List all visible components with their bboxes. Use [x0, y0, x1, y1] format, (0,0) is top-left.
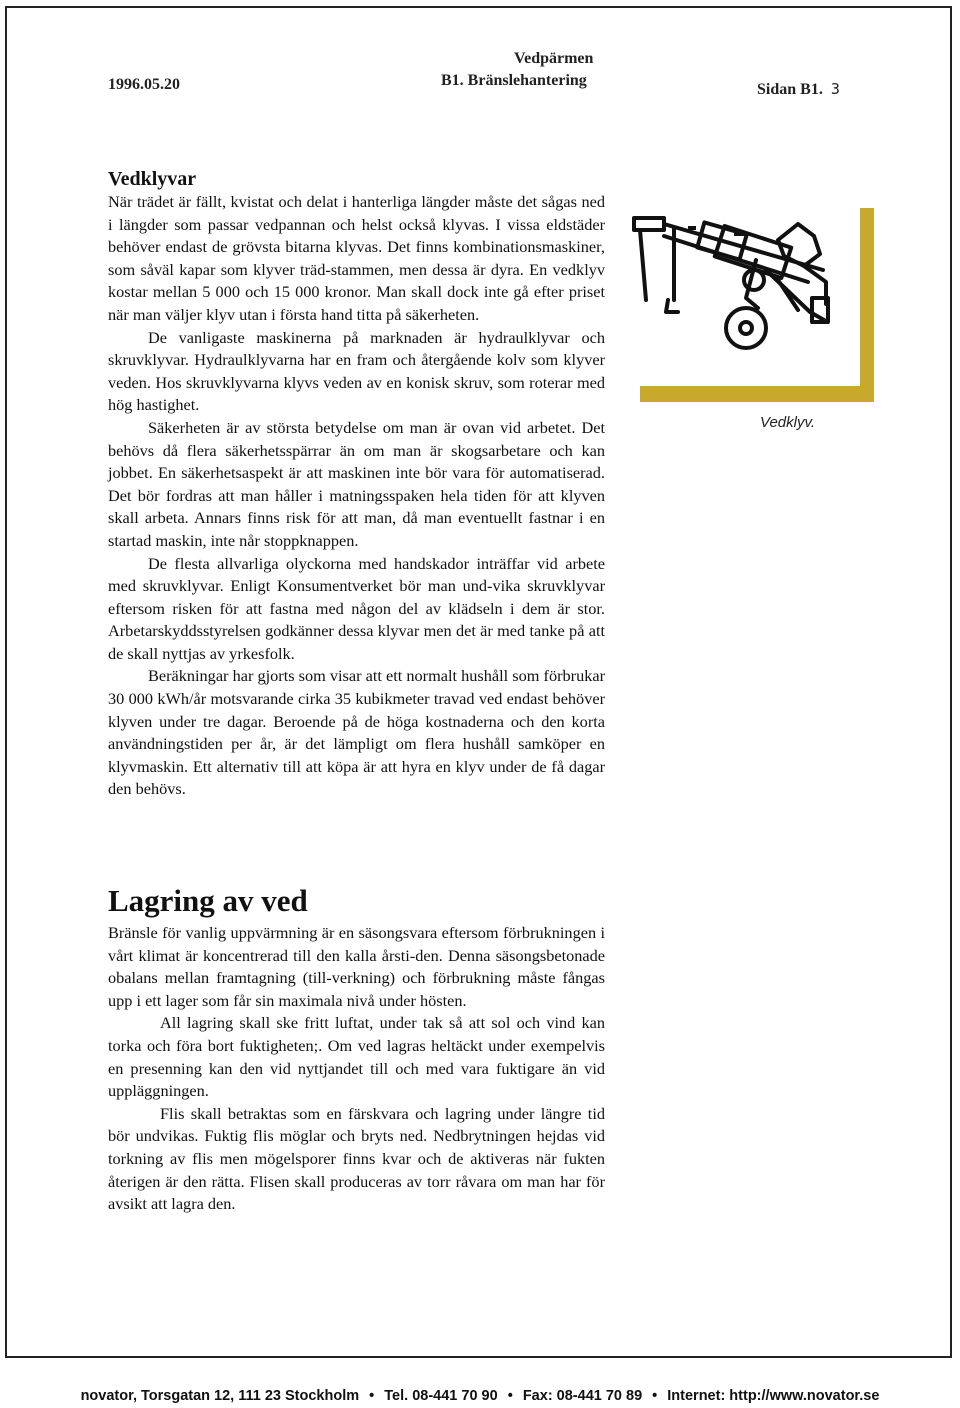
section-heading-vedklyvar: Vedklyvar: [108, 168, 197, 190]
page-footer: [0, 1388, 960, 1404]
header-page: [757, 80, 840, 99]
footer-internet-link[interactable]: Internet: http://www.novator.se: [667, 1388, 880, 1404]
log-splitter-illustration: [628, 200, 860, 386]
header-date: 1996.05.20: [108, 76, 180, 93]
figure-vedklyv: [628, 200, 874, 402]
paragraph: All lagring skall ske fritt luftat, under tak så att sol och vind kan torka och föra bort fuktigheten;. Om ved lagras heltäckt under exempelvis en presenning kan den vid nyttjandet till och med vara fuktigare än vid uppläggningen.: [108, 1013, 605, 1101]
footer-phone: Tel. 08-441 70 90: [384, 1388, 498, 1404]
page-label: Sidan B1.: [757, 81, 823, 98]
section-heading-lagring: Lagring av ved: [108, 883, 308, 918]
footer-separator: •: [507, 1388, 513, 1404]
figure-image: [628, 200, 860, 386]
footer-fax: Fax: 08-441 70 89: [522, 1388, 643, 1404]
section-vedklyvar: [108, 167, 605, 801]
paragraph: Flis skall betraktas som en färskvara och lagring under längre tid bör undvikas. Fuktig flis möglar och bryts ned. Nedbrytningen hejdas vid torkning av flis men mögelsporer finns kvar och de aktiveras när fukten återigen är den rätta. Flisen skall produceras av torr råvara om man har för avsikt att lagra den.: [108, 1103, 605, 1214]
paragraph: När trädet är fällt, kvistat och delat i hanterliga längder måste det sågas ned i längder som passar vedpannan och helst också klyvas. I vissa eldstäder behöver endast de grövsta bitarna klyvas. Det finns kombinationsmaskiner, som såväl kapar som klyver träd-stammen, men dessa är dyra. En vedklyv kostar mellan 5 000 och 15 000 kronor. Man skall dock inte gå efter priset när man väljer klyv utan i första hand titta på säkerheten.: [108, 192, 605, 324]
header-subtitle: B1. Bränslehantering: [441, 72, 587, 89]
paragraph: Bränsle för vanlig uppvärmning är en säsongsvara eftersom förbrukningen i vårt klimat är koncentrerad till den kalla årsti-den. Denna säsongsbetonade obalans mellan framtagning (till-verkning) och förbrukning måste fångas upp i ett lager som får sin maximala nivå under hösten.: [108, 923, 605, 1010]
paragraph: Säkerheten är av största betydelse om man är ovan vid arbetet. Det behövs då flera säkerhetsspärrar än om man är skogsarbetare och kan jobbet. En säkerhetsaspekt är att maskinen inte bör vara för automatiserad. Det bör fordras att man håller i matningsspaken hela tiden för att klyven skall arbeta. Annars finns risk för att man, då man eventuellt fastnar i en startad maskin, inte når stoppknappen.: [108, 417, 605, 550]
header-title: Vedpärmen: [514, 50, 594, 67]
paragraph: Beräkningar har gjorts som visar att ett normalt hushåll som förbrukar 30 000 kWh/år motsvarande cirka 35 kubikmeter travad ved endast behöver klyven under tre dagar. Beroende på de höga kostnaderna och den korta användningstiden per år, är det lämpligt om flera hushåll samköper en klyvmaskin. Ett alternativ till att köpa är att hyra en klyv under de få dagar den behövs.: [108, 666, 605, 799]
page-number: 3: [830, 80, 840, 98]
footer-company: novator, Torsgatan 12, 111 23 Stockholm: [80, 1388, 360, 1404]
paragraph: De flesta allvarliga olyckorna med handskador inträffar vid arbete med skruvklyvar. Enligt Konsumentverket bör man und-vika skruvklyvar eftersom risken för att fastna med någon del av klädseln i dem är stor. Arbetarskyddsstyrelsen godkänner dessa klyvar men det är med tanke på att de skall nyttjas av yrkesfolk.: [108, 553, 605, 663]
section-lagring: [108, 884, 605, 1216]
footer-separator: •: [652, 1388, 658, 1404]
figure-caption: Vedklyv.: [760, 414, 816, 431]
paragraph: De vanligaste maskinerna på marknaden är hydraulklyvar och skruvklyvar. Hydraulklyvarna har en fram och återgående kolv som klyver veden. Hos skruvklyvarna klyvs veden av en konisk skruv, som roterar med hög hastighet.: [108, 327, 605, 415]
footer-separator: •: [369, 1388, 375, 1404]
